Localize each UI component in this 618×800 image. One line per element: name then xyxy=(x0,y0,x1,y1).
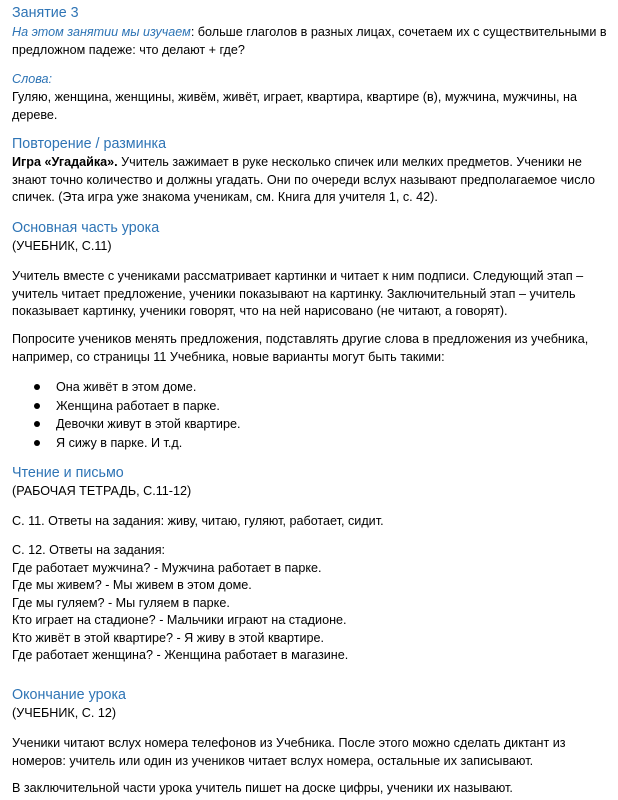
answer-line: Где работает мужчина? - Мужчина работает в парке. xyxy=(12,560,322,575)
bullet-icon xyxy=(34,384,40,390)
answer-line: Где мы гуляем? - Мы гуляем в парке. xyxy=(12,595,230,610)
list-item: Она живёт в этом доме. xyxy=(12,378,608,397)
list-item: Девочки живут в этой квартире. xyxy=(12,415,608,434)
reading-reference: (РАБОЧАЯ ТЕТРАДЬ, С.11-12) xyxy=(12,484,192,498)
answer-line: Где работает женщина? - Женщина работает в магазине. xyxy=(12,648,349,662)
words-text: Гуляю, женщина, женщины, живём, живёт, играет, квартира, квартире (в), мужчина, мужчины, на дереве. xyxy=(12,90,577,122)
warmup-paragraph xyxy=(12,154,608,207)
ending-heading: Окончание урока xyxy=(12,687,126,703)
lesson-title: Занятие 3 xyxy=(12,5,79,21)
list-item: Я сижу в парке. И т.д. xyxy=(12,434,608,453)
bullet-icon xyxy=(34,440,40,446)
bullet-icon xyxy=(34,421,40,427)
answer-line: Кто живёт в этой квартире? - Я живу в этой квартире. xyxy=(12,630,325,645)
ending-reference: (УЧЕБНИК, С. 12) xyxy=(12,706,117,720)
intro-text: : больше глаголов в разных лицах, сочетаем их с существительными в предложном падеже: что делают + где? xyxy=(12,25,607,57)
warmup-heading: Повторение / разминка xyxy=(12,136,167,152)
examples-list xyxy=(12,378,608,453)
main-part-reference: (УЧЕБНИК, С.11) xyxy=(12,239,112,253)
ending-paragraph-1: Ученики читают вслух номера телефонов из Учебника. После этого можно сделать диктант из номеров: учитель или один из учеников читает вслух номера, остальные их записывают. xyxy=(12,736,566,768)
answer-line: Кто играет на стадионе? - Мальчики играют на стадионе. xyxy=(12,613,347,627)
intro-paragraph xyxy=(12,24,608,59)
answer-line: Где мы живем? - Мы живем в этом доме. xyxy=(12,578,252,592)
list-item: Женщина работает в парке. xyxy=(12,397,608,416)
words-label: Слова: xyxy=(12,72,53,86)
answers-page-11: С. 11. Ответы на задания: живу, читаю, гуляют, работает, сидит. xyxy=(12,514,384,528)
main-part-heading: Основная часть урока xyxy=(12,220,160,236)
main-part-paragraph-2: Попросите учеников менять предложения, подставлять другие слова в предложения из учебника, например, со страницы 11 Учебника, новые варианты могут быть такими: xyxy=(12,332,589,364)
warmup-text: Учитель зажимает в руке несколько спичек или мелких предметов. Ученики не знают точно количество и должны угадать. Они по очереди вслух называют предполагаемое число спичек. (Эта игра уже знакома ученикам, см. Книга для учителя 1, с. 42). xyxy=(12,155,596,204)
bullet-icon xyxy=(34,403,40,409)
intro-label: На этом занятии мы изучаем xyxy=(12,25,191,39)
answers-title: С. 12. Ответы на задания: xyxy=(12,543,166,557)
main-part-paragraph-1: Учитель вместе с учениками рассматривает картинки и читает к ним подписи. Следующий этап – учитель читает предложение, ученики показывают на картинку. Заключительный этап – учитель показывает картинку, ученики говорят, что на ней нарисовано (не читают, а говорят). xyxy=(12,269,584,318)
ending-paragraph-2: В заключительной части урока учитель пишет на доске цифры, ученики их называют. xyxy=(12,781,513,795)
reading-heading: Чтение и письмо xyxy=(12,465,124,481)
game-name: Игра «Угадайка». xyxy=(12,155,118,169)
answers-page-12 xyxy=(12,542,608,665)
